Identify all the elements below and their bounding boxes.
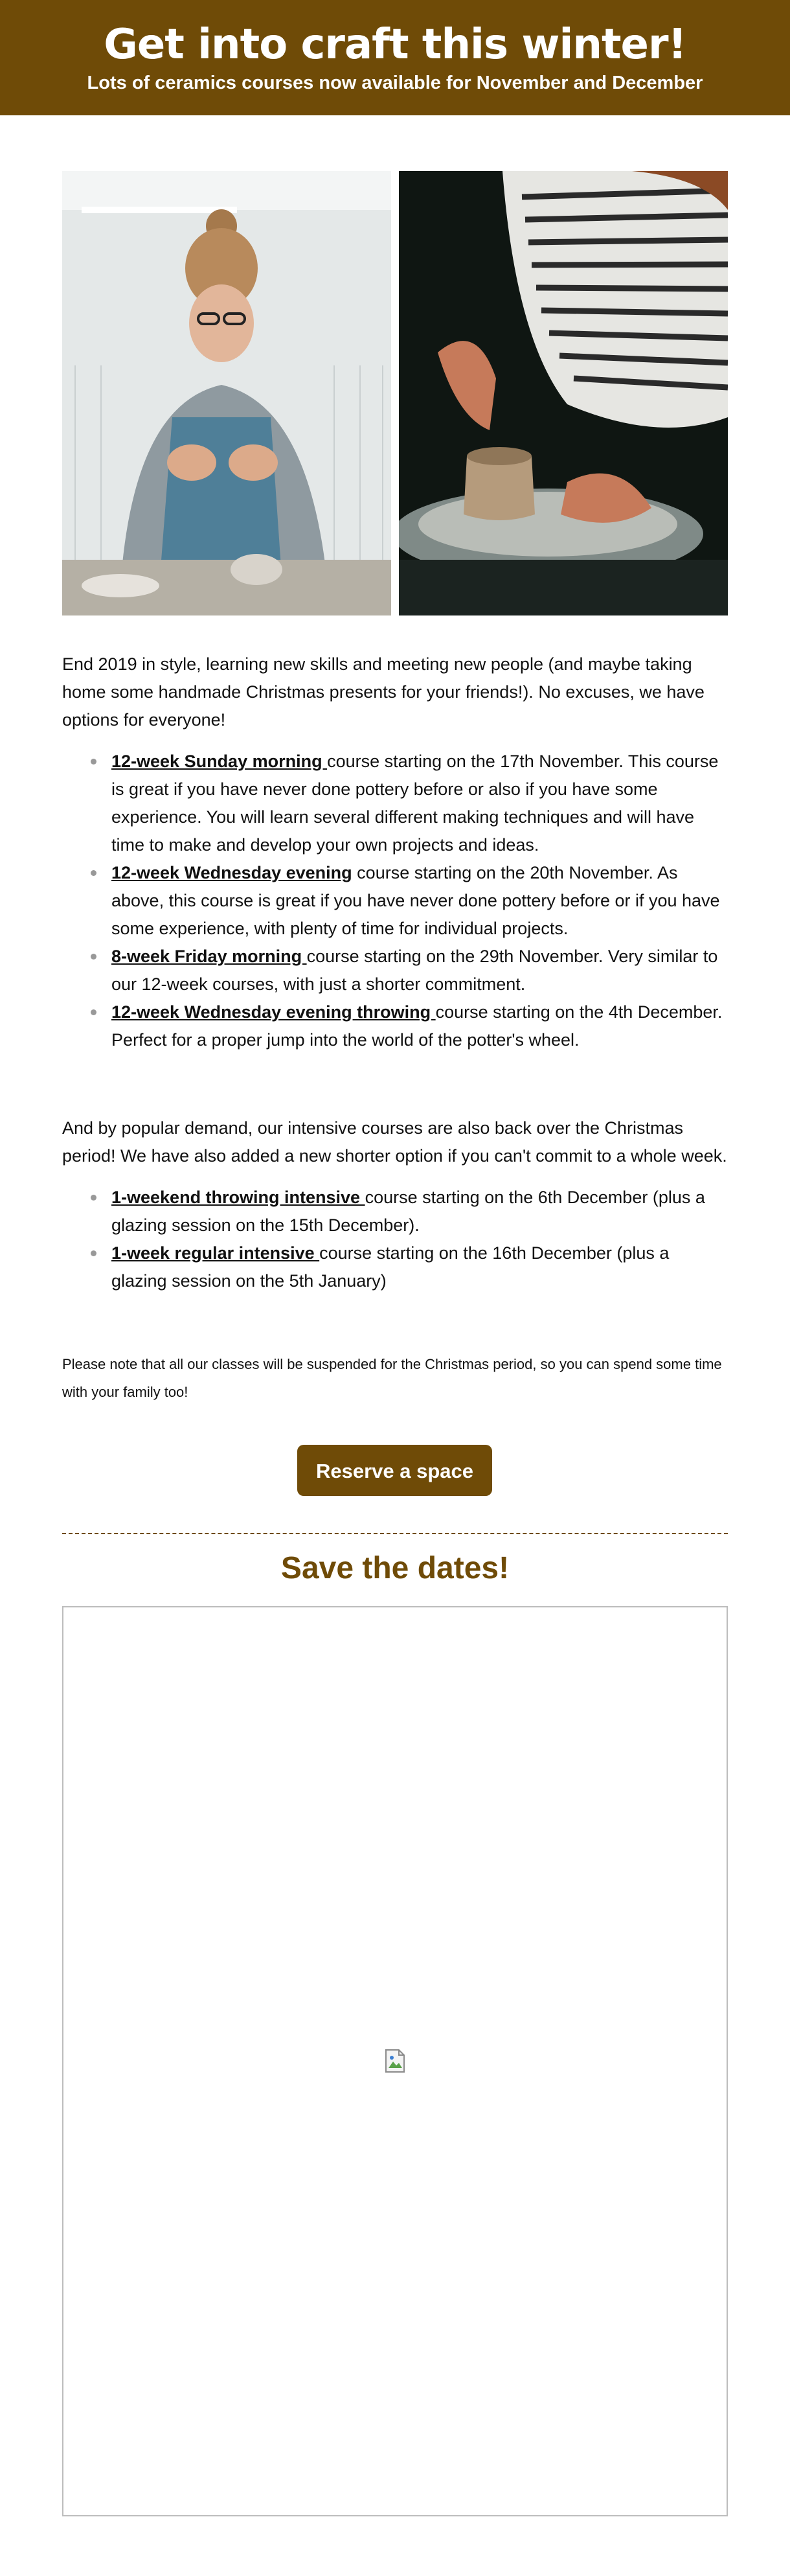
list-item (111, 859, 728, 943)
broken-image-icon (385, 2049, 405, 2073)
page-title: Get into craft this winter! (104, 21, 686, 69)
intensive-intro-text: And by popular demand, our intensive courses are also back over the Christmas period! We have also added a new shorter option if you can't commit to a whole week. (62, 1118, 727, 1166)
holiday-note: Please note that all our classes will be suspended for the Christmas period, so you can spend some time with your family too! (62, 1356, 722, 1400)
save-the-dates-title: Save the dates! (280, 1551, 510, 1585)
intensive-paragraph (62, 1114, 728, 1170)
page-subtitle: Lots of ceramics courses now available for November and December (87, 73, 703, 93)
course-link-12-week-sunday-morning[interactable]: 12-week Sunday morning (111, 752, 328, 771)
list-item (111, 998, 728, 1054)
course-description: course starting on the 4th December. Perfect for a proper jump into the world of the potter's wheel. (111, 1002, 723, 1050)
photo-woman-sculpting-clay (62, 171, 391, 615)
intro-paragraph (62, 650, 728, 734)
course-description: course starting on the 29th November. Very similar to our 12-week courses, with just a shorter commitment. (111, 947, 718, 994)
course-description: course starting on the 17th November. This course is great if you have never done pottery before or also if you have some experience. You will learn several different making techniques and will have time to make and develop your own projects and ideas. (111, 752, 719, 855)
section-divider (62, 1533, 728, 1534)
course-link-1-week-regular-intensive[interactable]: 1-week regular intensive (111, 1243, 320, 1263)
course-link-1-weekend-throwing-intensive[interactable]: 1-weekend throwing intensive (111, 1188, 365, 1207)
intro-text: End 2019 in style, learning new skills and meeting new people (and maybe taking home some handmade Christmas presents for your friends!). No excuses, we have options for everyone! (62, 654, 705, 730)
reserve-space-button[interactable]: Reserve a space (297, 1445, 492, 1496)
intensive-course-list (62, 1184, 728, 1295)
course-list (62, 748, 728, 1054)
list-item (111, 1239, 728, 1295)
course-description: course starting on the 16th December (plus a glazing session on the 5th January) (111, 1243, 670, 1291)
photo-pottery-wheel-hands (399, 171, 728, 615)
list-item (111, 1184, 728, 1239)
course-link-8-week-friday-morning[interactable]: 8-week Friday morning (111, 947, 307, 966)
course-link-12-week-wednesday-evening[interactable]: 12-week Wednesday evening (111, 863, 352, 882)
list-item (111, 748, 728, 859)
course-description: course starting on the 6th December (plus a glazing session on the 15th December). (111, 1188, 705, 1235)
header-banner (0, 0, 790, 115)
course-link-12-week-wednesday-evening-throwing[interactable]: 12-week Wednesday evening throwing (111, 1002, 436, 1022)
list-item (111, 943, 728, 998)
course-description: course starting on the 20th November. As above, this course is great if you have never done pottery before or if you have some experience, with plenty of time for individual projects. (111, 863, 720, 938)
